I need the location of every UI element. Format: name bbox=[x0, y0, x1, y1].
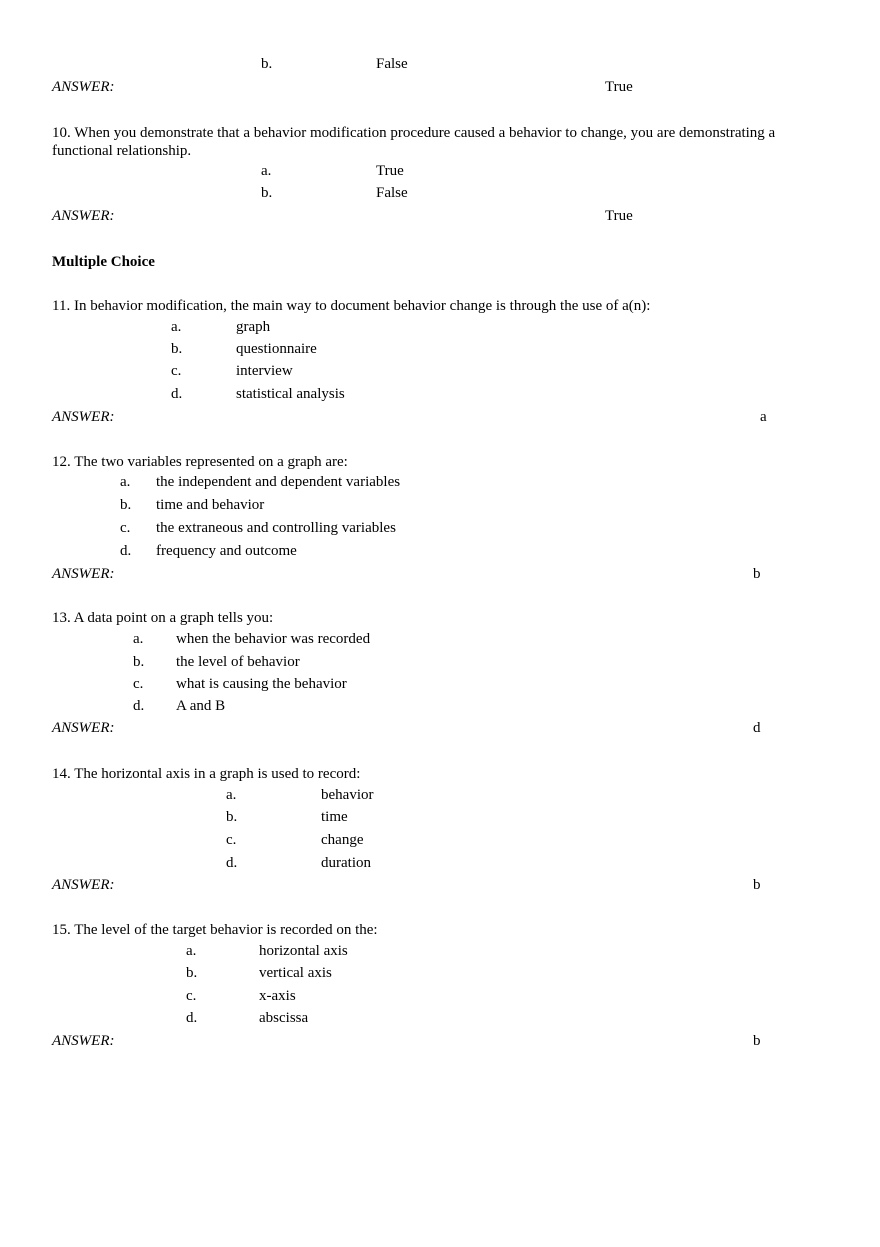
option-text: abscissa bbox=[259, 1010, 309, 1026]
option-text: questionnaire bbox=[236, 341, 317, 357]
option-text: time bbox=[321, 809, 348, 825]
answer-value: True bbox=[605, 208, 633, 224]
option-letter: b. bbox=[186, 965, 198, 981]
answer-value: b bbox=[753, 566, 761, 582]
option-letter: b. bbox=[120, 497, 132, 513]
option-text: x-axis bbox=[259, 988, 296, 1004]
option-text: graph bbox=[236, 319, 271, 335]
option-text: change bbox=[321, 832, 364, 848]
option-letter: a. bbox=[171, 319, 182, 335]
option-text: the level of behavior bbox=[176, 654, 300, 670]
option-text: when the behavior was recorded bbox=[176, 631, 371, 647]
answer-value: b bbox=[753, 1033, 761, 1049]
option-letter: b. bbox=[261, 185, 273, 201]
question-text: 14. The horizontal axis in a graph is used to record: bbox=[52, 766, 361, 782]
option-text: the extraneous and controlling variables bbox=[156, 520, 396, 536]
option-letter: a. bbox=[226, 787, 237, 803]
option-letter: d. bbox=[186, 1010, 198, 1026]
question-text: 10. When you demonstrate that a behavior modification procedure caused a behavior to change, you are demonstrating a functional relationship. bbox=[52, 125, 776, 159]
option-text: behavior bbox=[321, 787, 374, 803]
answer-label: ANSWER: bbox=[52, 566, 115, 582]
answer-label: ANSWER: bbox=[52, 1033, 115, 1049]
answer-label: ANSWER: bbox=[52, 877, 115, 893]
option-text: the independent and dependent variables bbox=[156, 474, 401, 490]
option-text: interview bbox=[236, 363, 293, 379]
option-text: horizontal axis bbox=[259, 943, 348, 959]
option-letter: c. bbox=[171, 363, 182, 379]
question-text: 12. The two variables represented on a graph are: bbox=[52, 454, 348, 470]
option-letter: d. bbox=[133, 698, 145, 714]
answer-value: b bbox=[753, 877, 761, 893]
answer-value: True bbox=[605, 79, 633, 95]
option-letter: b. bbox=[261, 56, 273, 72]
answer-label: ANSWER: bbox=[52, 409, 115, 425]
option-letter: d. bbox=[120, 543, 132, 559]
option-text: time and behavior bbox=[156, 497, 265, 513]
section-heading: Multiple Choice bbox=[52, 254, 155, 270]
option-text: False bbox=[376, 185, 408, 201]
option-letter: d. bbox=[226, 855, 238, 871]
option-text: True bbox=[376, 163, 404, 179]
option-letter: a. bbox=[186, 943, 197, 959]
option-text: False bbox=[376, 56, 408, 72]
option-letter: a. bbox=[261, 163, 272, 179]
option-text: frequency and outcome bbox=[156, 543, 297, 559]
option-letter: c. bbox=[120, 520, 131, 536]
option-text: vertical axis bbox=[259, 965, 332, 981]
question-text: 13. A data point on a graph tells you: bbox=[52, 610, 274, 626]
option-letter: b. bbox=[133, 654, 145, 670]
answer-label: ANSWER: bbox=[52, 79, 115, 95]
option-text: statistical analysis bbox=[236, 386, 345, 402]
option-letter: c. bbox=[133, 676, 144, 692]
option-text: duration bbox=[321, 855, 371, 871]
option-letter: c. bbox=[186, 988, 197, 1004]
question-text: 11. In behavior modification, the main way to document behavior change is through the use of a(n): bbox=[52, 298, 651, 314]
option-letter: c. bbox=[226, 832, 237, 848]
option-letter: d. bbox=[171, 386, 183, 402]
answer-value: a bbox=[760, 409, 767, 425]
option-letter: b. bbox=[171, 341, 183, 357]
option-text: A and B bbox=[176, 698, 226, 714]
option-letter: b. bbox=[226, 809, 238, 825]
answer-label: ANSWER: bbox=[52, 208, 115, 224]
option-letter: a. bbox=[133, 631, 144, 647]
answer-label: ANSWER: bbox=[52, 720, 115, 736]
answer-value: d bbox=[753, 720, 761, 736]
option-letter: a. bbox=[120, 474, 131, 490]
option-text: what is causing the behavior bbox=[176, 676, 347, 692]
question-text: 15. The level of the target behavior is recorded on the: bbox=[52, 922, 378, 938]
